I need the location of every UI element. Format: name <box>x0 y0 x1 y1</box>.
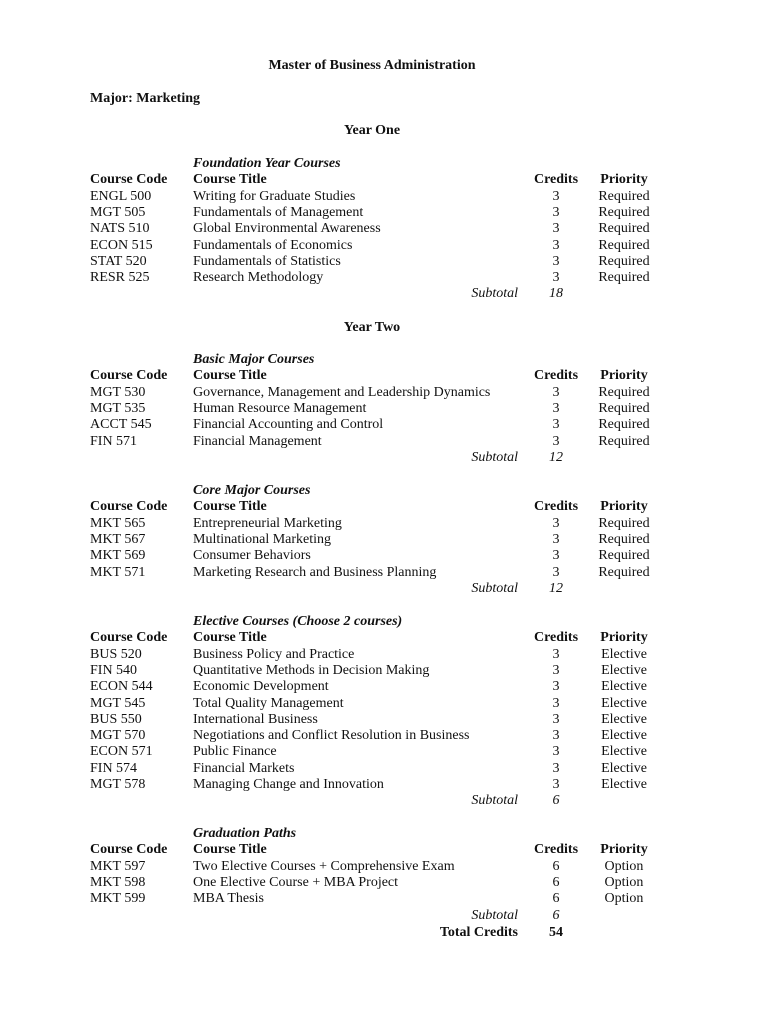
subtotal-value: 6 <box>552 907 560 923</box>
course-title: Economic Development <box>193 679 329 695</box>
section-title: Elective Courses (Choose 2 courses) <box>193 614 403 629</box>
course-code: ENGL 500 <box>90 188 152 204</box>
course-credits: 3 <box>552 270 560 286</box>
course-title: Fundamentals of Management <box>193 204 364 220</box>
column-header-credits: Credits <box>533 368 579 384</box>
total-credits-value: 54 <box>549 925 563 940</box>
course-title: Fundamentals of Economics <box>193 237 353 253</box>
course-credits: 3 <box>552 221 560 237</box>
subtotal-value: 18 <box>549 286 563 302</box>
course-priority: Required <box>598 515 650 531</box>
column-header-title: Course Title <box>193 842 267 858</box>
course-title: Global Environmental Awareness <box>193 221 381 237</box>
course-priority: Option <box>604 891 644 907</box>
course-credits: 3 <box>552 384 560 400</box>
course-priority: Required <box>598 433 650 449</box>
course-priority: Required <box>598 188 650 204</box>
course-code: MGT 530 <box>90 384 146 400</box>
column-header-credits: Credits <box>533 842 579 858</box>
course-title: MBA Thesis <box>193 891 264 907</box>
subtotal-label: Subtotal <box>471 580 518 596</box>
column-header-priority: Priority <box>600 842 648 858</box>
course-title: Two Elective Courses + Comprehensive Exam <box>193 858 455 874</box>
course-credits: 3 <box>552 531 560 547</box>
section-title: Foundation Year Courses <box>193 156 341 171</box>
course-priority: Elective <box>601 728 647 744</box>
course-code: MGT 535 <box>90 400 146 416</box>
course-priority: Elective <box>601 695 647 711</box>
course-credits: 6 <box>552 891 560 907</box>
course-title: Marketing Research and Business Planning <box>193 564 437 580</box>
course-title: Total Quality Management <box>193 695 344 711</box>
course-code: MGT 545 <box>90 695 146 711</box>
course-title: Writing for Graduate Studies <box>193 188 356 204</box>
course-credits: 3 <box>552 253 560 269</box>
course-priority: Required <box>598 253 650 269</box>
course-credits: 3 <box>552 564 560 580</box>
course-priority: Required <box>598 204 650 220</box>
subtotal-label: Subtotal <box>471 907 518 923</box>
course-credits: 3 <box>552 744 560 760</box>
course-code: MKT 598 <box>90 874 146 890</box>
course-priority: Elective <box>601 662 647 678</box>
course-title: Public Finance <box>193 744 277 760</box>
course-code: FIN 540 <box>90 662 138 678</box>
course-credits: 3 <box>552 400 560 416</box>
column-header-code: Course Code <box>90 368 168 384</box>
column-header-credits: Credits <box>533 499 579 515</box>
course-title: Financial Markets <box>193 760 295 776</box>
column-header-priority: Priority <box>600 499 648 515</box>
column-header-code: Course Code <box>90 842 168 858</box>
course-title: Quantitative Methods in Decision Making <box>193 662 430 678</box>
column-header-title: Course Title <box>193 368 267 384</box>
course-priority: Required <box>598 417 650 433</box>
column-header-credits: Credits <box>533 172 579 188</box>
course-priority: Option <box>604 858 644 874</box>
course-priority: Required <box>598 531 650 547</box>
course-title: Multinational Marketing <box>193 531 332 547</box>
course-priority: Required <box>598 384 650 400</box>
total-credits-label: Total Credits <box>439 925 518 940</box>
course-credits: 3 <box>552 679 560 695</box>
course-credits: 3 <box>552 662 560 678</box>
course-title: Consumer Behaviors <box>193 548 311 564</box>
course-code: ECON 515 <box>90 237 153 253</box>
course-title: Financial Management <box>193 433 322 449</box>
course-title: Governance, Management and Leadership Dynamics <box>193 384 491 400</box>
course-credits: 3 <box>552 515 560 531</box>
course-priority: Required <box>598 564 650 580</box>
course-code: MKT 567 <box>90 531 146 547</box>
course-title: Financial Accounting and Control <box>193 417 384 433</box>
subtotal-value: 12 <box>549 580 563 596</box>
course-priority: Elective <box>601 711 647 727</box>
course-priority: Required <box>598 270 650 286</box>
subtotal-label: Subtotal <box>471 449 518 465</box>
course-title: Fundamentals of Statistics <box>193 253 341 269</box>
column-header-title: Course Title <box>193 499 267 515</box>
course-credits: 3 <box>552 711 560 727</box>
course-title: Negotiations and Conflict Resolution in Business <box>193 728 470 744</box>
course-code: STAT 520 <box>90 253 147 269</box>
course-credits: 6 <box>552 874 560 890</box>
course-code: ECON 544 <box>90 679 153 695</box>
course-credits: 3 <box>552 188 560 204</box>
course-credits: 3 <box>552 646 560 662</box>
course-code: NATS 510 <box>90 221 150 237</box>
course-title: Managing Change and Innovation <box>193 777 384 792</box>
course-code: MKT 599 <box>90 891 146 907</box>
course-title: One Elective Course + MBA Project <box>193 874 399 890</box>
column-header-code: Course Code <box>90 630 168 646</box>
column-header-code: Course Code <box>90 499 168 515</box>
year-heading: Year One <box>343 123 401 138</box>
column-header-priority: Priority <box>600 368 648 384</box>
course-title: Research Methodology <box>193 270 324 286</box>
course-priority: Elective <box>601 760 647 776</box>
section-title: Core Major Courses <box>193 483 311 498</box>
course-credits: 3 <box>552 760 560 776</box>
section-title: Graduation Paths <box>193 826 297 841</box>
subtotal-value: 12 <box>549 449 563 465</box>
column-header-code: Course Code <box>90 172 168 188</box>
course-credits: 3 <box>552 728 560 744</box>
course-code: FIN 571 <box>90 433 138 449</box>
course-title: Business Policy and Practice <box>193 646 355 662</box>
course-priority: Elective <box>601 744 647 760</box>
course-credits: 3 <box>552 417 560 433</box>
course-code: MKT 569 <box>90 548 146 564</box>
column-header-title: Course Title <box>193 172 267 188</box>
course-title: Entrepreneurial Marketing <box>193 515 342 531</box>
course-title: International Business <box>193 711 318 727</box>
course-credits: 3 <box>552 548 560 564</box>
course-credits: 3 <box>552 237 560 253</box>
course-code: MGT 505 <box>90 204 146 220</box>
column-header-title: Course Title <box>193 630 267 646</box>
subtotal-label: Subtotal <box>471 286 518 302</box>
course-priority: Required <box>598 237 650 253</box>
major-heading: Major: Marketing <box>90 91 201 106</box>
course-title: Human Resource Management <box>193 400 367 416</box>
course-priority: Option <box>604 874 644 890</box>
course-priority: Elective <box>601 777 647 792</box>
course-credits: 3 <box>552 777 560 792</box>
course-code: RESR 525 <box>90 270 150 286</box>
course-credits: 3 <box>552 433 560 449</box>
course-code: MKT 571 <box>90 564 146 580</box>
course-credits: 3 <box>552 695 560 711</box>
course-code: MKT 565 <box>90 515 146 531</box>
course-code: BUS 520 <box>90 646 142 662</box>
course-priority: Elective <box>601 646 647 662</box>
course-priority: Required <box>598 221 650 237</box>
course-code: MGT 578 <box>90 777 146 792</box>
course-code: MKT 597 <box>90 858 146 874</box>
course-priority: Required <box>598 400 650 416</box>
subtotal-label: Subtotal <box>471 793 518 809</box>
column-header-credits: Credits <box>533 630 579 646</box>
course-priority: Required <box>598 548 650 564</box>
course-code: ACCT 545 <box>90 417 152 433</box>
course-code: ECON 571 <box>90 744 153 760</box>
course-priority: Elective <box>601 679 647 695</box>
course-credits: 3 <box>552 204 560 220</box>
subtotal-value: 6 <box>552 793 560 809</box>
year-heading: Year Two <box>343 320 401 335</box>
course-code: MGT 570 <box>90 728 146 744</box>
course-credits: 6 <box>552 858 560 874</box>
section-title: Basic Major Courses <box>193 352 315 367</box>
document-title: Master of Business Administration <box>268 58 476 73</box>
course-code: FIN 574 <box>90 760 138 776</box>
course-code: BUS 550 <box>90 711 142 727</box>
column-header-priority: Priority <box>600 172 648 188</box>
column-header-priority: Priority <box>600 630 648 646</box>
